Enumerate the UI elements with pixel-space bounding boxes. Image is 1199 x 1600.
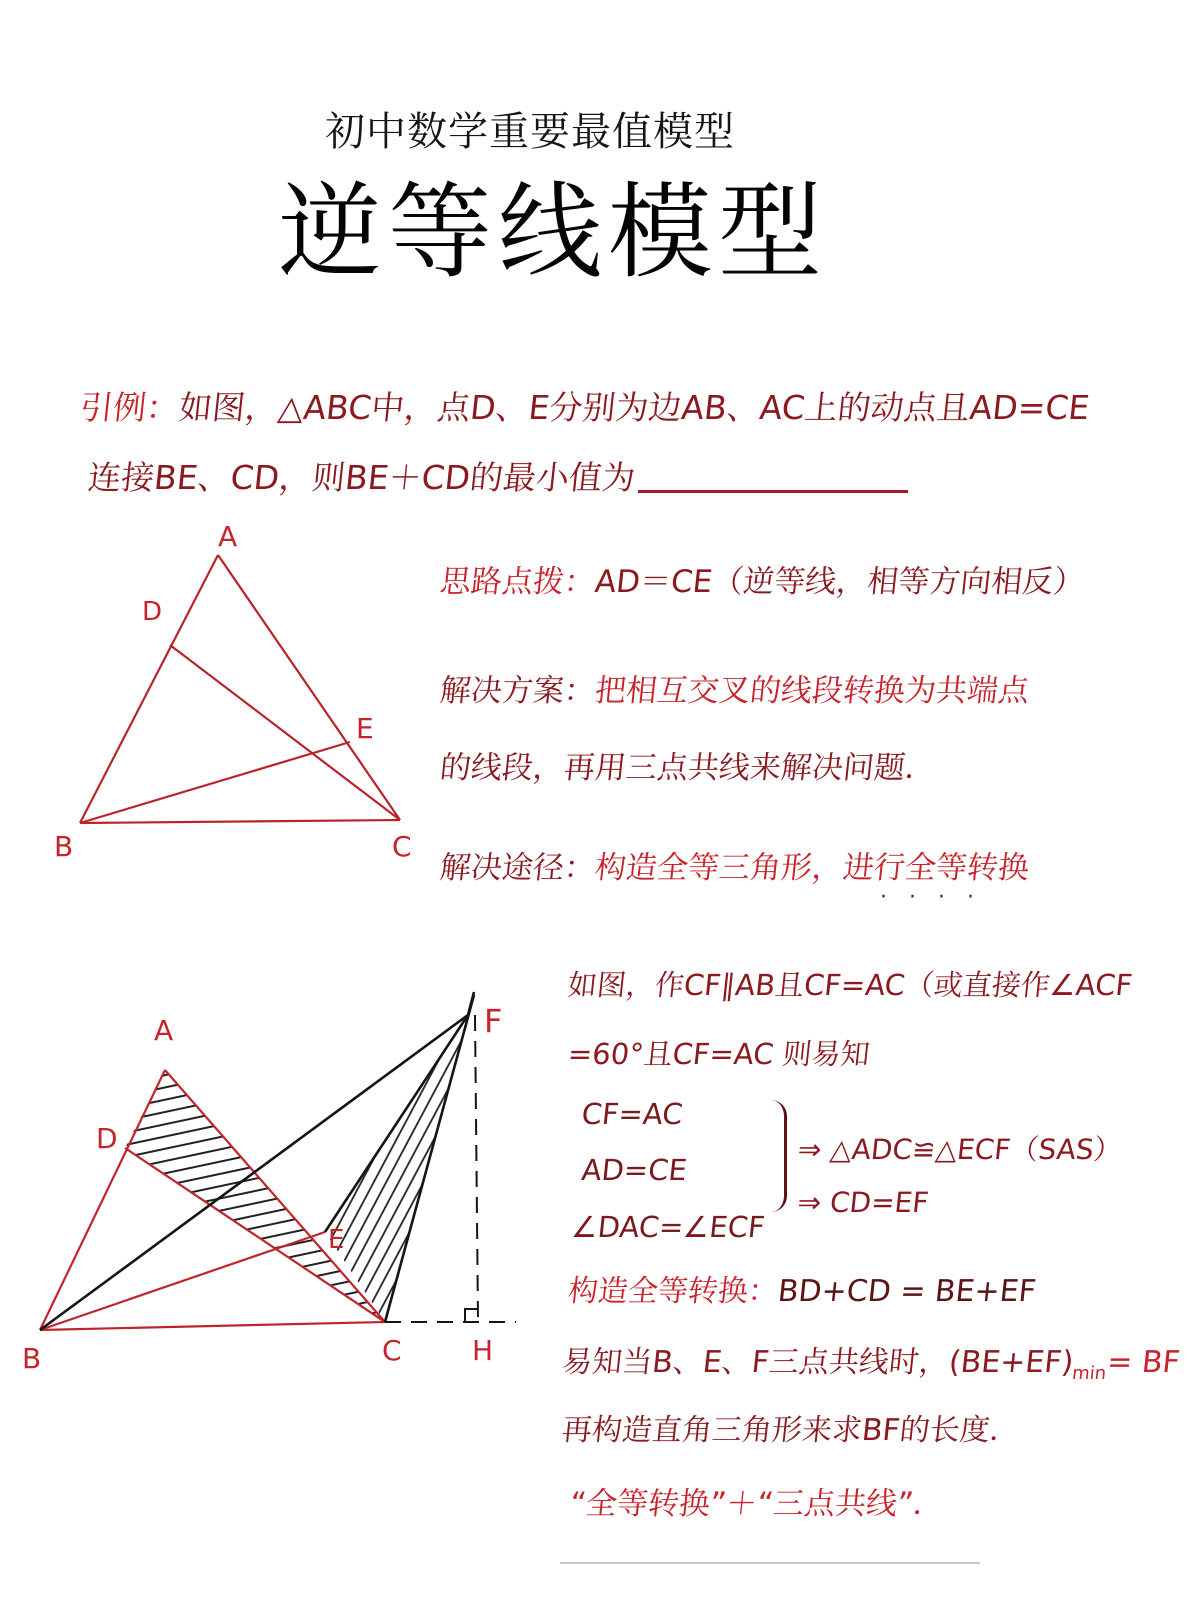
figure-2-construction xyxy=(22,992,516,1375)
example-text-1: 如图，△ABC中，点D、E分别为边AB、AC上的动点且AD=CE xyxy=(177,388,1092,427)
page-subtitle: 初中数学重要最值模型 xyxy=(325,109,735,155)
fig1-label-a: A xyxy=(218,520,238,553)
hint-label: 思路点拨： xyxy=(438,564,597,600)
hint-text: AD＝CE（逆等线，相等方向相反） xyxy=(593,564,1087,600)
fig2-label-c: C xyxy=(382,1334,402,1367)
transform-equation: BD+CD = BE+EF xyxy=(776,1274,1038,1309)
fig2-label-b: B xyxy=(22,1342,42,1375)
transform-label: 构造全等转换： xyxy=(566,1274,780,1309)
min-subscript: min xyxy=(1071,1363,1108,1384)
fig2-label-a: A xyxy=(154,1014,174,1047)
example-text-2: 连接BE、CD，则BE＋CD的最小值为 xyxy=(86,458,638,497)
condition-cf-ac: CF=AC xyxy=(580,1097,685,1131)
fig2-label-h: H xyxy=(472,1334,494,1367)
example-label: 引例： xyxy=(78,388,182,427)
fig2-label-d: D xyxy=(96,1122,118,1155)
emphasis-dots: ···· xyxy=(880,885,996,910)
fig1-label-c: C xyxy=(392,830,412,863)
condition-ad-ce: AD=CE xyxy=(580,1153,689,1187)
figure-1-triangle xyxy=(54,520,412,863)
collinear-result: = BF xyxy=(1105,1345,1182,1380)
right-triangle-text: 再构造直角三角形来求BF的长度． xyxy=(560,1413,1022,1448)
fig2-label-e: E xyxy=(328,1225,345,1255)
solution-text-2: =60°且CF=AC 则易知 xyxy=(566,1037,872,1071)
equal-length-conclusion: ⇒ CD=EF xyxy=(796,1186,931,1219)
fig2-label-f: F xyxy=(484,1002,503,1040)
plan-text-1: 把相互交叉的线段转换为共端点 xyxy=(593,673,1031,709)
route-label: 解决途径： xyxy=(438,850,597,886)
route-text: 构造全等三角形，进行全等转换 xyxy=(593,850,1031,886)
condition-angle: ∠DAC=∠ECF xyxy=(570,1210,767,1244)
solution-text-1: 如图，作CF∥AB且CF=AC（或直接作∠ACF xyxy=(566,968,1135,1002)
congruence-conclusion: ⇒ △ADC≌△ECF（SAS） xyxy=(796,1133,1124,1166)
collinear-text: 易知当B、E、F三点共线时，(BE+EF) xyxy=(560,1345,1076,1380)
page-title: 逆等线模型 xyxy=(278,171,829,293)
fig1-label-e: E xyxy=(356,712,374,745)
fig1-label-b: B xyxy=(54,830,74,863)
summary-text: “全等转换”＋“三点共线”． xyxy=(568,1486,947,1522)
fig1-label-d: D xyxy=(142,597,163,627)
plan-text-2: 的线段，再用三点共线来解决问题． xyxy=(438,750,938,786)
plan-label: 解决方案： xyxy=(438,673,597,709)
